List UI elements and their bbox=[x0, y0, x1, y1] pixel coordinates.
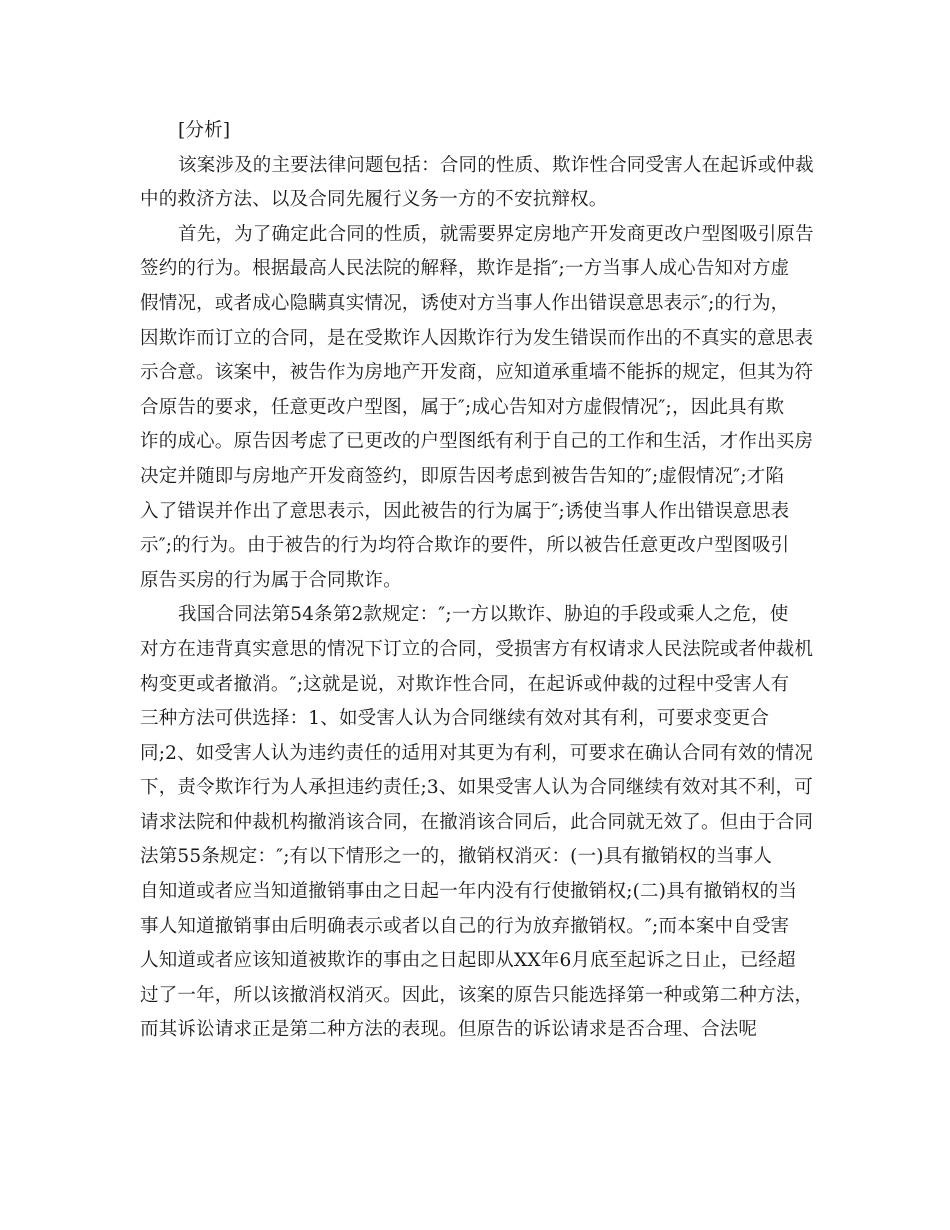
document-body bbox=[140, 114, 820, 1048]
text-line: 诈的成心。原告因考虑了已更改的户型图纸有利于自己的工作和生活，才作出买房 bbox=[140, 431, 814, 453]
text-line: 事人知道撤销事由后明确表示或者以自己的行为放弃撤销权。″;而本案中自受害 bbox=[140, 915, 790, 937]
text-line: 原告买房的行为属于合同欺诈。 bbox=[140, 569, 402, 591]
text-line: 构变更或者撤消。″;这就是说，对欺诈性合同，在起诉或仲裁的过程中受害人有 bbox=[140, 673, 790, 695]
text-line: 中的救济方法、以及合同先履行义务一方的不安抗辩权。 bbox=[140, 189, 608, 211]
text-line: 同;2、如受害人认为违约责任的适用对其更为有利，可要求在确认合同有效的情况 bbox=[140, 742, 813, 764]
text-line: 入了错误并作出了意思表示，因此被告的行为属于″;诱使当事人作出错误意思表 bbox=[140, 500, 790, 522]
paragraph bbox=[140, 149, 820, 218]
text-line: 示″;的行为。由于被告的行为均符合欺诈的要件，所以被告任意更改户型图吸引 bbox=[140, 535, 790, 557]
text-line: 我国合同法第54条第2款规定：″;一方以欺诈、胁迫的手段或乘人之危，使 bbox=[178, 604, 789, 626]
text-line: 人知道或者应该知道被欺诈的事由之日起即从XX年6月底至起诉之日止，已经超 bbox=[140, 950, 796, 972]
text-line: 签约的行为。根据最高人民法院的解释，欺诈是指″;一方当事人成心告知对方虚 bbox=[140, 258, 790, 280]
text-line: 因欺诈而订立的合同，是在受欺诈人因欺诈行为发生错误而作出的不真实的意思表 bbox=[140, 327, 814, 349]
paragraph bbox=[140, 218, 820, 599]
text-line: 自知道或者应当知道撤销事由之日起一年内没有行使撤销权;(二)具有撤销权的当 bbox=[140, 881, 798, 903]
text-line: 示合意。该案中，被告作为房地产开发商，应知道承重墙不能拆的规定，但其为符 bbox=[140, 362, 814, 384]
text-line: 法第55条规定：″;有以下情形之一的，撤销权消灭：(一)具有撤销权的当事人 bbox=[140, 846, 773, 868]
text-line: 请求法院和仲裁机构撤消该合同，在撤消该合同后，此合同就无效了。但由于合同 bbox=[140, 811, 814, 833]
text-line: 过了一年，所以该撤消权消灭。因此，该案的原告只能选择第一种或第二种方法， bbox=[140, 984, 814, 1006]
text-line: 合原告的要求，任意更改户型图，属于″;成心告知对方虚假情况″;，因此具有欺 bbox=[140, 396, 785, 418]
text-line: 决定并随即与房地产开发商签约，即原告因考虑到被告告知的″;虚假情况″;才陷 bbox=[140, 465, 785, 487]
section-heading: [分析] bbox=[178, 120, 231, 141]
text-line: 对方在违背真实意思的情况下订立的合同，受损害方有权请求人民法院或者仲裁机 bbox=[140, 638, 814, 660]
text-line: 下，责令欺诈行为人承担违约责任;3、如果受害人认为合同继续有效对其不利，可 bbox=[140, 777, 813, 799]
text-line: 而其诉讼请求正是第二种方法的表现。但原告的诉讼请求是否合理、合法呢 bbox=[140, 1019, 758, 1041]
text-line: 该案涉及的主要法律问题包括：合同的性质、欺诈性合同受害人在起诉或仲裁 bbox=[178, 154, 814, 176]
paragraph bbox=[140, 598, 820, 1048]
text-line: 假情况，或者成心隐瞒真实情况，诱使对方当事人作出错误意思表示″;的行为， bbox=[140, 292, 790, 314]
text-line: 三种方法可供选择：1、如受害人认为合同继续有效对其有利，可要求变更合 bbox=[140, 708, 770, 730]
text-line: 首先，为了确定此合同的性质，就需要界定房地产开发商更改户型图吸引原告 bbox=[178, 223, 814, 245]
